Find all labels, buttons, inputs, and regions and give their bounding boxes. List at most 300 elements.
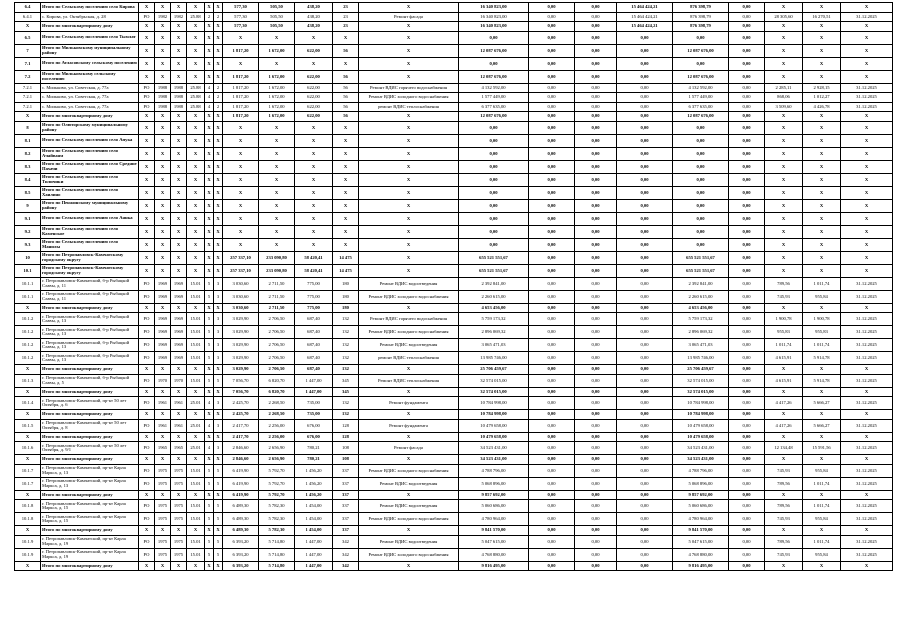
cell-num: 7.1 — [15, 57, 41, 70]
cell-t8: 1 900,78 — [803, 313, 841, 326]
cell-t5: 0,00 — [673, 225, 729, 238]
cell-name: Итого по многоквартирному дому — [41, 112, 139, 122]
cell-y1: 1988 — [155, 83, 171, 93]
cell-a3: 438,20 — [295, 22, 333, 32]
subtotal-row — [15, 70, 893, 83]
cell-a1: X — [223, 31, 259, 44]
cell-f1: X — [187, 57, 205, 70]
cell-y1: X — [155, 199, 171, 212]
cell-y1: 1961 — [155, 397, 171, 410]
cell-f1: X — [187, 526, 205, 536]
cell-t4: 0,00 — [617, 561, 673, 571]
cell-t6: 0,00 — [729, 12, 765, 22]
cell-a4: 337 — [333, 477, 359, 490]
cell-t5: 0,00 — [673, 173, 729, 186]
cell-a4: X — [333, 199, 359, 212]
cell-d: X — [841, 70, 893, 83]
cell-a3: 58 420,41 — [295, 251, 333, 264]
cell-f2: 4 — [205, 442, 214, 455]
cell-t8: 955,84 — [803, 464, 841, 477]
cell-y1: X — [155, 225, 171, 238]
cell-f3: 5 — [214, 548, 223, 561]
cell-d: X — [841, 31, 893, 44]
cell-t6: 0,00 — [729, 147, 765, 160]
cell-y1: X — [155, 490, 171, 500]
cell-t6: 0,00 — [729, 173, 765, 186]
cell-t3: 0,00 — [575, 70, 617, 83]
cell-t8: 5 914,78 — [803, 352, 841, 365]
cell-name: с. Кирова, ул. Октябрьская, д. 28 — [41, 12, 139, 22]
cell-t3: 0,00 — [575, 490, 617, 500]
cell-f2: 4 — [205, 93, 214, 103]
subtotal-row — [15, 160, 893, 173]
cell-name: г. Петропавловск-Камчатский, пр-кт Карла Маркса, д. 19 — [41, 535, 139, 548]
cell-t4: 0,00 — [617, 102, 673, 112]
cell-f1: 25.01 — [187, 419, 205, 432]
cell-work: Ремонт ВДИС холодного водоснабжения — [359, 513, 459, 526]
cell-f3: X — [214, 251, 223, 264]
cell-t2: 0,00 — [529, 365, 575, 375]
subtotal-row — [15, 44, 893, 57]
cell-f3: 3 — [214, 313, 223, 326]
cell-f2: X — [205, 147, 214, 160]
cell-t4: 0,00 — [617, 199, 673, 212]
cell-num: 10.1.7 — [15, 477, 41, 490]
cell-name: Итого по Сельскому поселению село Кирова — [41, 3, 139, 13]
table-row — [15, 352, 893, 365]
subtotal-row — [15, 410, 893, 420]
cell-a1: 7 056,70 — [223, 387, 259, 397]
cell-t2: 0,00 — [529, 238, 575, 251]
cell-t4: 0,00 — [617, 134, 673, 147]
cell-num: 8.2 — [15, 147, 41, 160]
cell-f3: X — [214, 365, 223, 375]
subtotal-row — [15, 186, 893, 199]
cell-f1: 25.88 — [187, 83, 205, 93]
cell-t7: X — [765, 70, 803, 83]
cell-a3: X — [295, 212, 333, 225]
cell-a1: 6 419,90 — [223, 477, 259, 490]
cell-t8: X — [803, 173, 841, 186]
subtotal-row — [15, 57, 893, 70]
cell-work: Ремонт ВДИС холодного водоснабжения — [359, 290, 459, 303]
cell-a4: X — [333, 173, 359, 186]
cell-t6: 0,00 — [729, 455, 765, 465]
cell-a2: 5 792,70 — [259, 490, 295, 500]
cell-a2: 505,50 — [259, 22, 295, 32]
cell-a3: X — [295, 173, 333, 186]
cell-name: Итого по многоквартирному дому — [41, 22, 139, 32]
cell-name: Итого по Петропавловск-Камчатскому городскому округу — [41, 264, 139, 277]
cell-num: 9 — [15, 199, 41, 212]
cell-f2: 5 — [205, 374, 214, 387]
table-row — [15, 93, 893, 103]
cell-d: X — [841, 303, 893, 313]
cell-d: X — [841, 3, 893, 13]
cell-a4: X — [333, 212, 359, 225]
cell-a3: X — [295, 147, 333, 160]
cell-d: 31.12.2025 — [841, 397, 893, 410]
cell-y2: X — [171, 561, 187, 571]
cell-t2: 0,00 — [529, 160, 575, 173]
cell-y1: X — [155, 3, 171, 13]
cell-a4: 342 — [333, 561, 359, 571]
cell-work: X — [359, 121, 459, 134]
cell-fund: РО — [139, 102, 155, 112]
cell-a4: 342 — [333, 535, 359, 548]
cell-t5: 1 577 449,00 — [673, 93, 729, 103]
cell-a4: 345 — [333, 374, 359, 387]
table-row — [15, 397, 893, 410]
cell-f1: 15.01 — [187, 464, 205, 477]
cell-y1: 1969 — [155, 277, 171, 290]
cell-t5: 0,00 — [673, 212, 729, 225]
cell-a3: X — [295, 160, 333, 173]
cell-t2: 0,00 — [529, 212, 575, 225]
cell-t5: 4 788 796,00 — [673, 464, 729, 477]
cell-f1: 15.01 — [187, 477, 205, 490]
cell-t6: 0,00 — [729, 500, 765, 513]
cell-t4: 0,00 — [617, 264, 673, 277]
cell-a2: 2 706,50 — [259, 326, 295, 339]
cell-f1: X — [187, 134, 205, 147]
cell-t2: 0,00 — [529, 93, 575, 103]
cell-t2: 0,00 — [529, 513, 575, 526]
cell-a2: 5 782,30 — [259, 526, 295, 536]
cell-y2: X — [171, 57, 187, 70]
cell-f2: X — [205, 303, 214, 313]
cell-d: X — [841, 57, 893, 70]
cell-t1: 9 816 495,00 — [459, 561, 529, 571]
cell-work: X — [359, 561, 459, 571]
cell-t3: 0,00 — [575, 365, 617, 375]
cell-f2: X — [205, 365, 214, 375]
cell-fund: X — [139, 303, 155, 313]
cell-t5: 13 985 746,00 — [673, 352, 729, 365]
cell-a3: 622,00 — [295, 44, 333, 57]
cell-f3: 2 — [214, 102, 223, 112]
cell-t5: 2 392 841,00 — [673, 277, 729, 290]
cell-num: 10.1.2 — [15, 339, 41, 352]
cell-t7: X — [765, 147, 803, 160]
cell-t5: 25 706 459,67 — [673, 365, 729, 375]
cell-y2: X — [171, 199, 187, 212]
cell-t2: 0,00 — [529, 397, 575, 410]
cell-t8: X — [803, 264, 841, 277]
cell-work: Ремонт фасада — [359, 442, 459, 455]
cell-a4: X — [333, 186, 359, 199]
cell-t2: 0,00 — [529, 374, 575, 387]
cell-a3: 438,20 — [295, 12, 333, 22]
cell-t4: 15 464 424,21 — [617, 22, 673, 32]
cell-t1: 5 047 615,00 — [459, 535, 529, 548]
cell-t4: 0,00 — [617, 432, 673, 442]
cell-a2: 2 706,50 — [259, 339, 295, 352]
cell-t7: 28 305,60 — [765, 12, 803, 22]
cell-num: 10.1 — [15, 264, 41, 277]
cell-t3: 0,00 — [575, 387, 617, 397]
cell-f1: X — [187, 251, 205, 264]
cell-t1: 16 340 823,00 — [459, 22, 529, 32]
cell-y1: X — [155, 31, 171, 44]
cell-name: г. Петропавловск-Камчатский, б-р Рыбацкой Славы, д. 5 — [41, 374, 139, 387]
cell-t1: 12 087 676,00 — [459, 112, 529, 122]
cell-work: X — [359, 410, 459, 420]
cell-a4: X — [333, 160, 359, 173]
cell-name: Итого по Сельскому поселению село Хаилино — [41, 186, 139, 199]
cell-t1: 2 896 069,32 — [459, 326, 529, 339]
cell-y2: 1975 — [171, 500, 187, 513]
cell-name: г. Петропавловск-Камчатский, б-р Рыбацкой Славы, д. 13 — [41, 339, 139, 352]
cell-y1: X — [155, 57, 171, 70]
cell-name: Итого по многоквартирному дому — [41, 365, 139, 375]
cell-d: X — [841, 455, 893, 465]
cell-f1: X — [187, 160, 205, 173]
cell-fund: X — [139, 212, 155, 225]
cell-num: 8 — [15, 121, 41, 134]
cell-a1: 577,30 — [223, 3, 259, 13]
cell-d: 31.12.2025 — [841, 477, 893, 490]
cell-name: г. Петропавловск-Камчатский, пр-кт 50 лет Октября, д. 9/1 — [41, 442, 139, 455]
cell-num: 10.1.7 — [15, 464, 41, 477]
cell-t4: 0,00 — [617, 535, 673, 548]
cell-y2: 1975 — [171, 535, 187, 548]
cell-t1: 34 523 431,00 — [459, 442, 529, 455]
cell-t7: 955,83 — [765, 326, 803, 339]
cell-y2: X — [171, 160, 187, 173]
cell-t2: 0,00 — [529, 22, 575, 32]
cell-t1: 4 653 456,00 — [459, 303, 529, 313]
cell-d: 31.12.2025 — [841, 102, 893, 112]
cell-f3: X — [214, 134, 223, 147]
cell-t3: 0,00 — [575, 93, 617, 103]
cell-num: 7.2.1 — [15, 83, 41, 93]
cell-t7: X — [765, 31, 803, 44]
cell-t2: 0,00 — [529, 548, 575, 561]
cell-f2: 5 — [205, 548, 214, 561]
cell-y2: 1988 — [171, 83, 187, 93]
cell-f2: 2 — [205, 12, 214, 22]
cell-t7: 745,93 — [765, 548, 803, 561]
cell-t5: 4 653 456,00 — [673, 303, 729, 313]
cell-work: X — [359, 3, 459, 13]
cell-a3: 1 454,00 — [295, 513, 333, 526]
cell-t5: 5 068 896,00 — [673, 477, 729, 490]
cell-t3: 0,00 — [575, 410, 617, 420]
cell-a2: X — [259, 212, 295, 225]
cell-name: Итого по Сельскому поселению село Ачайваям — [41, 147, 139, 160]
cell-num: X — [15, 365, 41, 375]
cell-fund: РО — [139, 83, 155, 93]
cell-y2: 1965 — [171, 442, 187, 455]
cell-a3: 1 447,00 — [295, 374, 333, 387]
cell-fund: X — [139, 147, 155, 160]
cell-t7: 1 011,74 — [765, 339, 803, 352]
cell-fund: X — [139, 490, 155, 500]
cell-f3: X — [214, 121, 223, 134]
cell-f2: X — [205, 387, 214, 397]
cell-num: 6.4.1 — [15, 12, 41, 22]
cell-t1: 0,00 — [459, 225, 529, 238]
cell-a2: X — [259, 31, 295, 44]
cell-f2: X — [205, 112, 214, 122]
cell-t3: 0,00 — [575, 264, 617, 277]
cell-t6: 0,00 — [729, 22, 765, 32]
cell-f1: 15.01 — [187, 277, 205, 290]
cell-y1: 1982 — [155, 12, 171, 22]
cell-t8: X — [803, 134, 841, 147]
cell-a1: 6 393,20 — [223, 535, 259, 548]
table-row — [15, 513, 893, 526]
cell-f3: X — [214, 112, 223, 122]
cell-work: Ремонт ВДИС горячего водоснабжения — [359, 313, 459, 326]
cell-a3: 780,21 — [295, 455, 333, 465]
cell-num: 10.1.3 — [15, 374, 41, 387]
cell-t3: 0,00 — [575, 464, 617, 477]
cell-t4: 0,00 — [617, 410, 673, 420]
cell-t2: 0,00 — [529, 455, 575, 465]
cell-t8: 1 011,74 — [803, 339, 841, 352]
cell-t1: 4 768 880,00 — [459, 548, 529, 561]
cell-a3: 1 456,20 — [295, 464, 333, 477]
subtotal-row — [15, 121, 893, 134]
cell-t2: 0,00 — [529, 121, 575, 134]
cell-a2: 1 672,00 — [259, 93, 295, 103]
cell-a3: 622,00 — [295, 93, 333, 103]
cell-a3: 1 447,00 — [295, 387, 333, 397]
cell-d: X — [841, 199, 893, 212]
cell-work: X — [359, 251, 459, 264]
cell-work: X — [359, 22, 459, 32]
subtotal-row — [15, 134, 893, 147]
cell-f3: X — [214, 455, 223, 465]
cell-f3: X — [214, 22, 223, 32]
cell-t3: 0,00 — [575, 83, 617, 93]
cell-name: Итого по Атласовскому сельскому поселению — [41, 57, 139, 70]
cell-t3: 0,00 — [575, 31, 617, 44]
cell-t2: 0,00 — [529, 535, 575, 548]
cell-a4: 108 — [333, 442, 359, 455]
cell-a3: X — [295, 186, 333, 199]
cell-a4: 337 — [333, 490, 359, 500]
cell-t6: 0,00 — [729, 238, 765, 251]
subtotal-row — [15, 238, 893, 251]
cell-name: г. Петропавловск-Камчатский, пр-кт 50 лет Октября, д. 6 — [41, 397, 139, 410]
cell-t8: 955,84 — [803, 290, 841, 303]
cell-a2: 2 706,50 — [259, 352, 295, 365]
cell-f2: X — [205, 264, 214, 277]
cell-f1: X — [187, 173, 205, 186]
cell-y2: X — [171, 225, 187, 238]
cell-t6: 0,00 — [729, 365, 765, 375]
cell-f2: X — [205, 432, 214, 442]
cell-t7: 789,56 — [765, 477, 803, 490]
cell-f2: 5 — [205, 352, 214, 365]
cell-num: 10.1.2 — [15, 352, 41, 365]
cell-t7: 868,06 — [765, 93, 803, 103]
cell-t5: 655 521 551,67 — [673, 264, 729, 277]
cell-t6: 0,00 — [729, 31, 765, 44]
cell-fund: X — [139, 134, 155, 147]
cell-f1: X — [187, 212, 205, 225]
cell-t6: 0,00 — [729, 134, 765, 147]
cell-t2: 0,00 — [529, 251, 575, 264]
cell-a2: 5 714,80 — [259, 548, 295, 561]
cell-fund: РО — [139, 313, 155, 326]
cell-t1: 9 841 570,00 — [459, 526, 529, 536]
cell-t3: 0,00 — [575, 432, 617, 442]
cell-t3: 0,00 — [575, 44, 617, 57]
cell-t8: 1 011,74 — [803, 277, 841, 290]
cell-t1: 25 706 459,67 — [459, 365, 529, 375]
cell-t6: 0,00 — [729, 44, 765, 57]
cell-t5: 4 780 964,00 — [673, 513, 729, 526]
cell-t2: 0,00 — [529, 12, 575, 22]
cell-a3: X — [295, 31, 333, 44]
cell-a2: 5 714,80 — [259, 561, 295, 571]
cell-a4: 132 — [333, 365, 359, 375]
cell-t8: 4 426,78 — [803, 102, 841, 112]
cell-t7: X — [765, 238, 803, 251]
cell-a2: 1 672,00 — [259, 83, 295, 93]
cell-num: 6.4 — [15, 3, 41, 13]
cell-a3: X — [295, 225, 333, 238]
subtotal-row — [15, 251, 893, 264]
cell-a3: 687,40 — [295, 365, 333, 375]
cell-f2: 5 — [205, 277, 214, 290]
cell-t2: 0,00 — [529, 102, 575, 112]
subtotal-row — [15, 225, 893, 238]
cell-t7: X — [765, 264, 803, 277]
cell-f2: 5 — [205, 477, 214, 490]
cell-d: 31.12.2025 — [841, 93, 893, 103]
cell-d: X — [841, 410, 893, 420]
cell-y2: X — [171, 490, 187, 500]
cell-t6: 0,00 — [729, 264, 765, 277]
cell-t3: 0,00 — [575, 186, 617, 199]
cell-t6: 0,00 — [729, 57, 765, 70]
cell-t1: 5 060 686,00 — [459, 500, 529, 513]
cell-num: 10.1.9 — [15, 535, 41, 548]
cell-work: X — [359, 147, 459, 160]
cell-d: X — [841, 526, 893, 536]
cell-t3: 0,00 — [575, 57, 617, 70]
cell-f3: 3 — [214, 352, 223, 365]
cell-a4: 132 — [333, 352, 359, 365]
cell-name: с. Мильково, ул. Советская, д. 77а — [41, 102, 139, 112]
cell-y2: X — [171, 365, 187, 375]
cell-f3: X — [214, 432, 223, 442]
cell-t1: 12 087 676,00 — [459, 44, 529, 57]
cell-f3: X — [214, 147, 223, 160]
cell-y2: 1988 — [171, 102, 187, 112]
table-row — [15, 339, 893, 352]
cell-a1: 577,30 — [223, 22, 259, 32]
cell-y2: 1975 — [171, 464, 187, 477]
cell-f3: X — [214, 561, 223, 571]
cell-y2: 1961 — [171, 397, 187, 410]
cell-t4: 0,00 — [617, 374, 673, 387]
cell-num: 7.2.1 — [15, 102, 41, 112]
cell-a4: X — [333, 147, 359, 160]
cell-y2: 1975 — [171, 548, 187, 561]
cell-d: X — [841, 112, 893, 122]
cell-name: г. Петропавловск-Камчатский, б-р Рыбацкой Славы, д. 11 — [41, 290, 139, 303]
cell-t4: 0,00 — [617, 57, 673, 70]
cell-t1: 0,00 — [459, 238, 529, 251]
cell-t2: 0,00 — [529, 490, 575, 500]
cell-f1: X — [187, 225, 205, 238]
